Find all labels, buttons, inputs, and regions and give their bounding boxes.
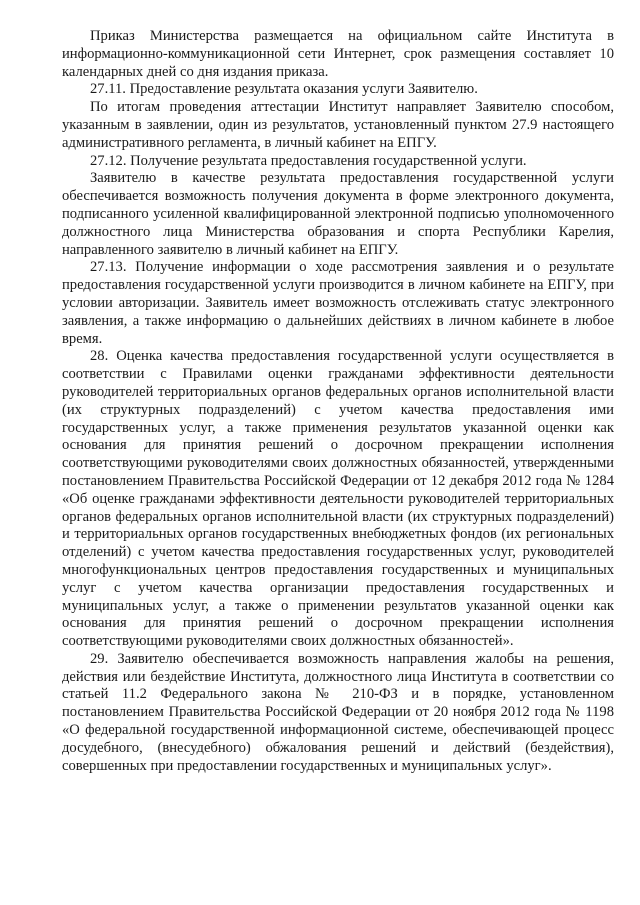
paragraph-attestation-result: По итогам проведения аттестации Институт направляет Заявителю способом, указанным в заявлении, один из результатов, установленный пунктом 27.9 настоящего административного регламента, в личный кабинет на ЕПГУ. — [62, 99, 614, 151]
document-page — [62, 28, 614, 775]
paragraph-electronic-document: Заявителю в качестве результата предоставления государственной услуги обеспечивается возможность получения документа в форме электронного документа, подписанного усиленной квалифицированной электронной подписью уполномоченного должностного лица Министерства образования и спорта Республики Карелия, направленного заявителю в личный кабинет на ЕПГУ. — [62, 170, 614, 258]
paragraph-order-publication: Приказ Министерства размещается на официальном сайте Института в информационно-коммуникационной сети Интернет, срок размещения составляет 10 календарных дней со дня издания приказа. — [62, 28, 614, 80]
paragraph-28: 28. Оценка качества предоставления государственной услуги осуществляется в соответствии с Правилами оценки гражданами эффективности деятельности руководителей территориальных органов федеральных органов исполнительной власти (их структурных подразделений) с учетом качества предоставления ими государственных услуг, а также применения результатов указанной оценки как основания для принятия решений о досрочном прекращении исполнения соответствующими руководителями своих должностных обязанностей, утвержденными постановлением Правительства Российской Федерации от 12 декабря 2012 года № 1284 «Об оценке гражданами эффективности деятельности руководителей территориальных органов федеральных органов исполнительной власти (их структурных подразделений) и территориальных органов государственных внебюджетных фондов (их региональных отделений) с учетом качества предоставления государственных услуг, руководителей многофункциональных центров предоставления государственных и муниципальных услуг с учетом качества организации предоставления государственных и муниципальных услуг, а также о применении результатов указанной оценки как основания для принятия решений о досрочном прекращении исполнения соответствующими руководителями своих должностных обязанностей». — [62, 348, 614, 650]
paragraph-27-12: 27.12. Получение результата предоставления государственной услуги. — [90, 152, 527, 169]
paragraph-27-11: 27.11. Предоставление результата оказания услуги Заявителю. — [90, 81, 478, 98]
paragraph-29: 29. Заявителю обеспечивается возможность направления жалобы на решения, действия или бездействие Института, должностного лица Института в соответствии со статьей 11.2 Федерального закона № 210-ФЗ и в порядке, установленном постановлением Правительства Российской Федерации от 20 ноября 2012 года № 1198 «О федеральной государственной информационной системе, обеспечивающей процесс досудебного, (внесудебного) обжалования решений и действий (бездействия), совершенных при предоставлении государственных и муниципальных услуг». — [62, 650, 614, 774]
paragraph-27-13: 27.13. Получение информации о ходе рассмотрения заявления и о результате предоставления государственной услуги производится в личном кабинете на ЕПГУ, при условии авторизации. Заявитель имеет возможность отслеживать статус электронного заявления, а также информацию о дальнейших действиях в личном кабинете в любое время. — [62, 259, 614, 347]
